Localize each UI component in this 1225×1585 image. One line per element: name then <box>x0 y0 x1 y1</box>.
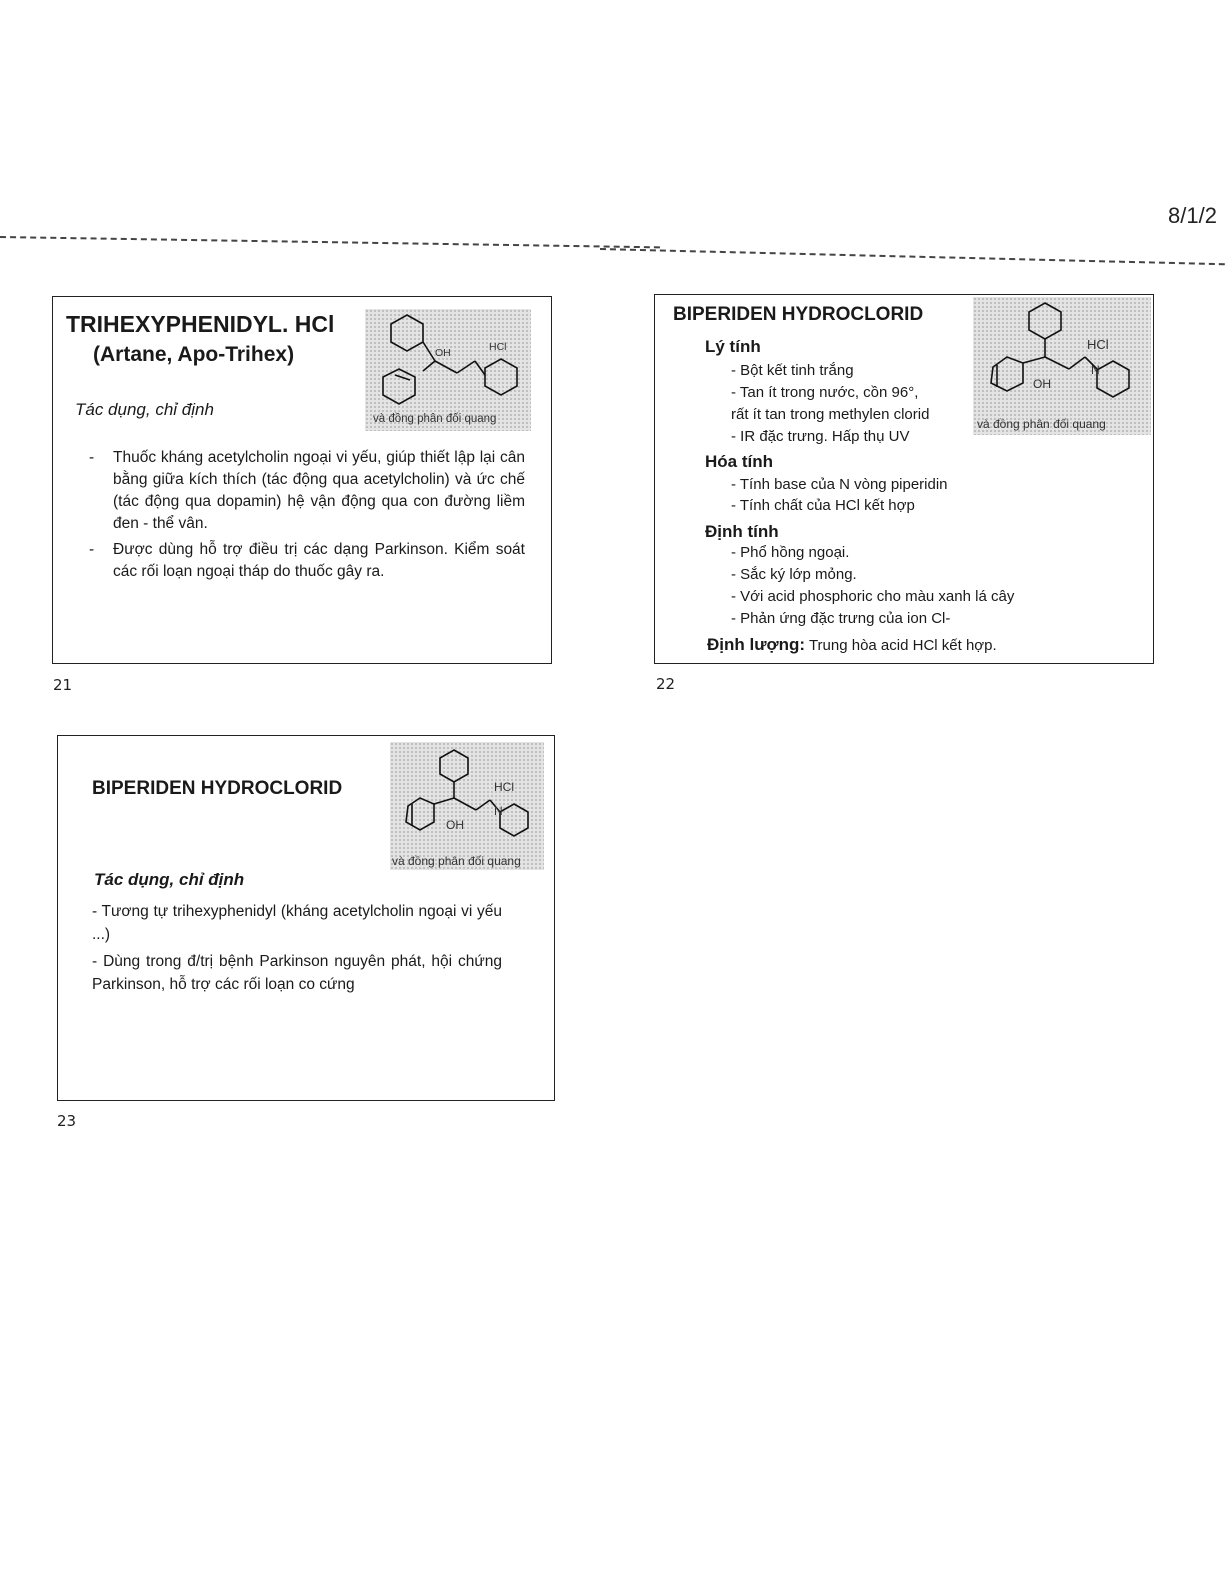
paragraph: - Tương tự trihexyphenidyl (kháng acetylcholin ngoại vi yếu ...) <box>92 903 502 943</box>
slide-number: 21 <box>53 676 73 694</box>
hcl-label: HCl <box>494 780 514 794</box>
oh-label: OH <box>435 347 451 359</box>
indication-list <box>87 447 525 587</box>
list-item: - Phổ hồng ngoại. <box>731 544 850 561</box>
slide-23 <box>57 735 555 1101</box>
slide-21 <box>52 296 552 664</box>
list-item: - Tan ít trong nước, cồn 96°, <box>731 384 919 401</box>
structure-drawing <box>973 297 1151 435</box>
list-item: - Được dùng hỗ trợ điều trị các dạng Parkinson. Kiểm soát các rối loạn ngoại tháp do thuốc gây ra. <box>87 539 525 583</box>
page-date: 8/1/2 <box>1168 203 1217 228</box>
section-heading: Tác dụng, chỉ định <box>94 870 245 889</box>
chemical-structure-biperiden <box>390 742 544 870</box>
chemical-structure-trihexyphenidyl <box>365 309 531 431</box>
structure-drawing <box>390 742 544 870</box>
list-item: - Tính chất của HCl kết hợp <box>731 497 915 514</box>
heading-identification: Định tính <box>705 522 779 541</box>
heading-chemical-properties: Hóa tính <box>705 452 773 471</box>
heading-physical-properties: Lý tính <box>705 337 761 356</box>
oh-label: OH <box>446 818 464 832</box>
chemical-structure-biperiden <box>973 297 1151 435</box>
assay-text: Trung hòa acid HCl kết hợp. <box>805 637 997 654</box>
assay-line <box>707 635 997 655</box>
cut-line-right <box>600 248 1225 265</box>
list-item: - Tính base của N vòng piperidin <box>731 476 948 493</box>
slide-22 <box>654 294 1154 664</box>
list-item: - Bột kết tinh trắng <box>731 362 854 379</box>
section-heading: Tác dụng, chỉ định <box>75 400 214 419</box>
paragraph: - Dùng trong đ/trị bệnh Parkinson nguyên phát, hội chứng Parkinson, hỗ trợ các rối loạn co cứng <box>92 953 502 993</box>
list-item: - Phản ứng đặc trưng của ion Cl- <box>731 610 951 627</box>
slide-number: 22 <box>656 675 676 693</box>
structure-caption: và đồng phân đối quang <box>977 417 1106 431</box>
list-item: rất ít tan trong methylen clorid <box>731 406 930 423</box>
slide-number: 23 <box>57 1112 77 1130</box>
slide-subtitle: (Artane, Apo-Trihex) <box>93 343 295 366</box>
n-label: N <box>1091 363 1100 377</box>
heading-assay: Định lượng: <box>707 635 806 654</box>
cut-line-left <box>0 236 660 248</box>
n-label: N <box>494 804 503 818</box>
list-item: - IR đặc trưng. Hấp thụ UV <box>731 428 910 445</box>
list-item: - Sắc ký lớp mỏng. <box>731 566 857 583</box>
slide-title: TRIHEXYPHENIDYL. HCl <box>66 311 335 337</box>
structure-caption: và đồng phân đối quang <box>392 854 521 868</box>
structure-caption: và đồng phân đối quang <box>373 413 497 425</box>
slide-title: BIPERIDEN HYDROCLORID <box>673 304 924 325</box>
hcl-label: HCl <box>1087 337 1109 352</box>
list-item: - Với acid phosphoric cho màu xanh lá cây <box>731 588 1015 605</box>
hcl-label: HCl <box>489 341 507 353</box>
oh-label: OH <box>1033 377 1051 391</box>
slide-title: BIPERIDEN HYDROCLORID <box>92 778 343 799</box>
list-item: - Thuốc kháng acetylcholin ngoại vi yếu, giúp thiết lập lại cân bằng giữa kích thích (tác động qua acetylcholin) và ức chế (tác động qua dopamin) hệ vận động qua con đường liềm đen - thể vân. <box>87 447 525 535</box>
